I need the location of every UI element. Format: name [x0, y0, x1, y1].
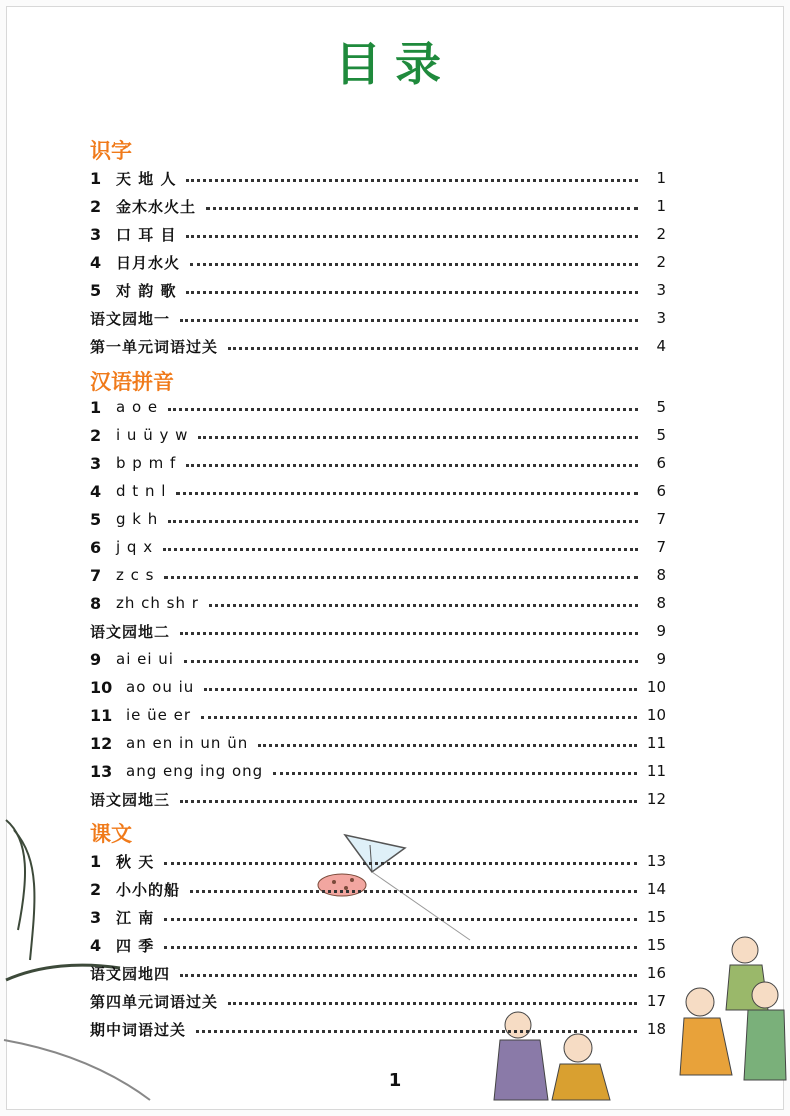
leader-dots: [228, 347, 638, 350]
leader-dots: [190, 263, 638, 266]
entry-number: 6: [90, 537, 102, 557]
entry-page: 7: [656, 510, 666, 528]
entry-page: 9: [656, 650, 666, 668]
entry-page: 11: [646, 762, 666, 780]
toc-entry[interactable]: [90, 788, 666, 810]
leader-dots: [258, 744, 637, 747]
entry-label: 口 耳 目: [116, 225, 177, 244]
entry-page: 2: [656, 253, 666, 271]
leader-dots: [228, 1002, 637, 1005]
toc-entry[interactable]: [90, 480, 666, 502]
leader-dots: [196, 1030, 637, 1033]
leader-dots: [168, 520, 638, 523]
toc-entry[interactable]: [90, 732, 666, 754]
entry-number: 1: [90, 168, 102, 188]
entry-page: 5: [656, 398, 666, 416]
entry-page: 6: [656, 454, 666, 472]
toc-entry[interactable]: [90, 335, 666, 357]
entry-label: 第一单元词语过关: [90, 337, 219, 356]
toc-entry[interactable]: [90, 620, 666, 642]
entry-label: g k h: [116, 510, 159, 528]
entry-label: 天 地 人: [116, 169, 177, 188]
entry-page: 7: [656, 538, 666, 556]
toc-entry[interactable]: [90, 167, 666, 189]
toc-entry[interactable]: [90, 676, 666, 698]
entry-number: 5: [90, 509, 102, 529]
entry-number: 9: [90, 649, 102, 669]
entry-page: 17: [646, 992, 666, 1010]
entry-page: 18: [646, 1020, 666, 1038]
page-number: 1: [388, 1070, 402, 1091]
entry-page: 2: [656, 225, 666, 243]
toc-entry[interactable]: [90, 251, 666, 273]
toc-entry[interactable]: [90, 990, 666, 1012]
entry-label: 日月水火: [116, 253, 181, 272]
entry-page: 5: [656, 426, 666, 444]
entry-page: 11: [646, 734, 666, 752]
entry-number: 4: [90, 252, 102, 272]
section-heading: 汉语拼音: [90, 370, 174, 394]
entry-number: 1: [90, 397, 102, 417]
toc-entry[interactable]: [90, 223, 666, 245]
toc-entry[interactable]: [90, 396, 666, 418]
entry-page: 14: [646, 880, 666, 898]
toc-entry[interactable]: [90, 934, 666, 956]
entry-number: 1: [90, 851, 102, 871]
leader-dots: [186, 179, 638, 182]
leader-dots: [180, 800, 637, 803]
entry-number: 10: [90, 677, 113, 697]
entry-number: 11: [90, 705, 113, 725]
leader-dots: [164, 918, 637, 921]
leader-dots: [201, 716, 637, 719]
entry-label: 小小的船: [116, 880, 181, 899]
leader-dots: [164, 862, 637, 865]
entry-page: 9: [656, 622, 666, 640]
entry-label: ai ei ui: [116, 650, 174, 668]
entry-number: 4: [90, 481, 102, 501]
leader-dots: [180, 319, 638, 322]
entry-label: 语文园地二: [90, 622, 171, 641]
leader-dots: [186, 464, 638, 467]
entry-number: 3: [90, 907, 102, 927]
entry-label: 金木水火土: [116, 197, 197, 216]
entry-label: ao ou iu: [126, 678, 195, 696]
toc-entry[interactable]: [90, 452, 666, 474]
leader-dots: [186, 235, 638, 238]
entry-label: 第四单元词语过关: [90, 992, 219, 1011]
leader-dots: [164, 576, 638, 579]
toc-entry[interactable]: [90, 850, 666, 872]
toc-entry[interactable]: [90, 536, 666, 558]
entry-label: 语文园地一: [90, 309, 171, 328]
entry-label: a o e: [116, 398, 159, 416]
leader-dots: [184, 660, 638, 663]
entry-page: 10: [646, 706, 666, 724]
entry-number: 13: [90, 761, 113, 781]
entry-page: 12: [646, 790, 666, 808]
toc-entry[interactable]: [90, 648, 666, 670]
toc-entry[interactable]: [90, 307, 666, 329]
entry-label: z c s: [116, 566, 155, 584]
entry-number: 2: [90, 196, 102, 216]
entry-number: 4: [90, 935, 102, 955]
toc-entry[interactable]: [90, 195, 666, 217]
entry-page: 3: [656, 281, 666, 299]
toc-entry[interactable]: [90, 962, 666, 984]
entry-label: 期中词语过关: [90, 1020, 187, 1039]
entry-label: an en in un ün: [126, 734, 249, 752]
leader-dots: [204, 688, 637, 691]
entry-label: zh ch sh r: [116, 594, 199, 612]
toc-entry[interactable]: [90, 424, 666, 446]
toc-entry[interactable]: [90, 704, 666, 726]
toc-entry[interactable]: [90, 508, 666, 530]
entry-label: 语文园地四: [90, 964, 171, 983]
entry-page: 15: [646, 936, 666, 954]
entry-page: 15: [646, 908, 666, 926]
entry-page: 13: [646, 852, 666, 870]
entry-page: 6: [656, 482, 666, 500]
leader-dots: [206, 207, 638, 210]
leader-dots: [273, 772, 637, 775]
entry-page: 8: [656, 566, 666, 584]
toc-entry[interactable]: [90, 592, 666, 614]
entry-number: 8: [90, 593, 102, 613]
entry-label: 秋 天: [116, 852, 155, 871]
entry-page: 8: [656, 594, 666, 612]
leader-dots: [180, 974, 637, 977]
leader-dots: [168, 408, 638, 411]
entry-label: 语文园地三: [90, 790, 171, 809]
leader-dots: [176, 492, 638, 495]
entry-label: b p m f: [116, 454, 177, 472]
entry-label: 江 南: [116, 908, 155, 927]
entry-label: 对 韵 歌: [116, 281, 177, 300]
entry-label: d t n l: [116, 482, 167, 500]
toc-entry[interactable]: [90, 906, 666, 928]
entry-page: 10: [646, 678, 666, 696]
entry-page: 4: [656, 337, 666, 355]
toc-entry[interactable]: [90, 760, 666, 782]
entry-page: 1: [656, 197, 666, 215]
section-heading: 课文: [90, 822, 132, 846]
toc-entry[interactable]: [90, 279, 666, 301]
entry-number: 2: [90, 425, 102, 445]
leader-dots: [164, 946, 637, 949]
entry-label: i u ü y w: [116, 426, 189, 444]
entry-number: 7: [90, 565, 102, 585]
entry-number: 2: [90, 879, 102, 899]
leader-dots: [190, 890, 637, 893]
entry-page: 3: [656, 309, 666, 327]
page-title: 目录: [335, 37, 455, 91]
entry-number: 5: [90, 280, 102, 300]
toc-entry[interactable]: [90, 1018, 666, 1040]
leader-dots: [186, 291, 638, 294]
toc-entry[interactable]: [90, 878, 666, 900]
entry-number: 3: [90, 453, 102, 473]
entry-label: j q x: [116, 538, 154, 556]
entry-label: ang eng ing ong: [126, 762, 264, 780]
toc-entry[interactable]: [90, 564, 666, 586]
section-heading: 识字: [90, 139, 132, 163]
entry-number: 3: [90, 224, 102, 244]
leader-dots: [163, 548, 638, 551]
entry-label: 四 季: [116, 936, 155, 955]
entry-label: ie üe er: [126, 706, 192, 724]
leader-dots: [180, 632, 638, 635]
entry-page: 1: [656, 169, 666, 187]
leader-dots: [209, 604, 638, 607]
entry-number: 12: [90, 733, 113, 753]
entry-page: 16: [646, 964, 666, 982]
leader-dots: [198, 436, 638, 439]
